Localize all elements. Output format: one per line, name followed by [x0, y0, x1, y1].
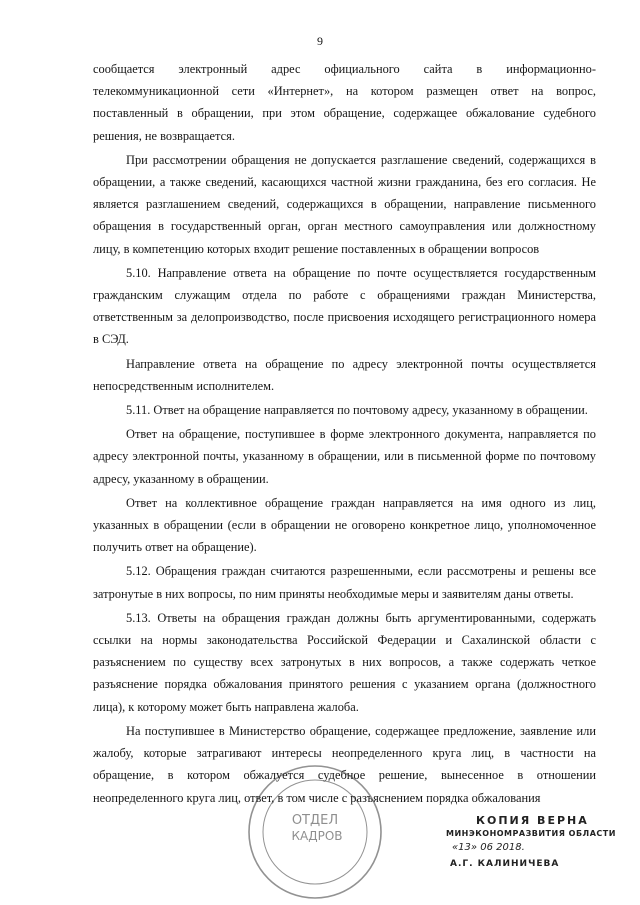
page-number: 9 — [317, 34, 323, 48]
certified-copy-organization: МИНЭКОНОМРАЗВИТИЯ ОБЛАСТИ — [446, 829, 616, 838]
certified-copy-stamp — [416, 814, 616, 869]
certified-copy-title: КОПИЯ ВЕРНА — [476, 814, 589, 827]
paragraph: Направление ответа на обращение по адресу электронной почты осуществляется непосредственным исполнителем. — [93, 356, 596, 393]
stamp-text-line1: ОТДЕЛ — [291, 813, 339, 828]
paragraph: Ответ на коллективное обращение граждан направляется на имя одного из лиц, указанных в обращении (если в обращении не оговорено конкретное лицо, уполномоченное получить ответ на обращение). — [93, 495, 596, 555]
paragraph: 5.13. Ответы на обращения граждан должны быть аргументированными, содержать ссылки на нормы законодательства Российской Федерации и Сахалинской области с разъяснением по существу всех затронутых в них вопросов, а также содержать четкое разъяснение порядка обжалования принятого решения с указанием органа (должностного лица), к которому может быть направлена жалоба. — [93, 610, 596, 714]
paragraph: 5.10. Направление ответа на обращение по почте осуществляется государственным гражданским служащим отдела по работе с обращениями граждан Министерства, ответственным за делопроизводство, после присвоения исходящего регистрационного номера в СЭД. — [93, 265, 596, 347]
round-seal-stamp — [245, 762, 385, 902]
paragraph: Ответ на обращение, поступившее в форме электронного документа, направляется по адресу электронной почты, указанному в обращении, или в письменной форме по почтовому адресу, указанному в обращении. — [93, 427, 596, 486]
paragraph: 5.11. Ответ на обращение направляется по почтовому адресу, указанному в обращении. — [126, 403, 588, 418]
paragraph: сообщается электронный адрес официального сайта в информационно-телекоммуникационной сети «Интернет», на котором размещен ответ на вопрос, поставленный в обращении, при этом обращение, содержащее обжалование судебного решения, не возвращается. — [93, 62, 596, 143]
paragraph: На поступившее в Министерство обращение, содержащее предложение, заявление или жалобу, которые затрагивают интересы неопределенного круга лиц, в частности на обращение, в котором обжалуется судебное решение, вынесенное в отношении неопределенного круга лиц, ответ, в том числе с разъяснением порядка обжалования — [93, 723, 596, 805]
certified-copy-name: А.Г. КАЛИНИЧЕВА — [450, 859, 560, 869]
stamp-text-line2: КАДРОВ — [291, 829, 343, 843]
certified-copy-date: «13» 06 2018. — [452, 842, 525, 853]
document-body — [93, 58, 596, 811]
paragraph: 5.12. Обращения граждан считаются разрешенными, если рассмотрены и решены все затронутые в них вопросы, по ним приняты необходимые меры и заявителям даны ответы. — [93, 564, 596, 601]
paragraph: При рассмотрении обращения не допускается разглашение сведений, содержащихся в обращении, а также сведений, касающихся частной жизни гражданина, без его согласия. Не является разглашением сведений, содержащихся в обращении, направление письменного обращения в государственный орган, орган местного самоуправления или должностному лицу, в компетенцию которых входит решение поставленных в обращении вопросов — [93, 152, 596, 256]
